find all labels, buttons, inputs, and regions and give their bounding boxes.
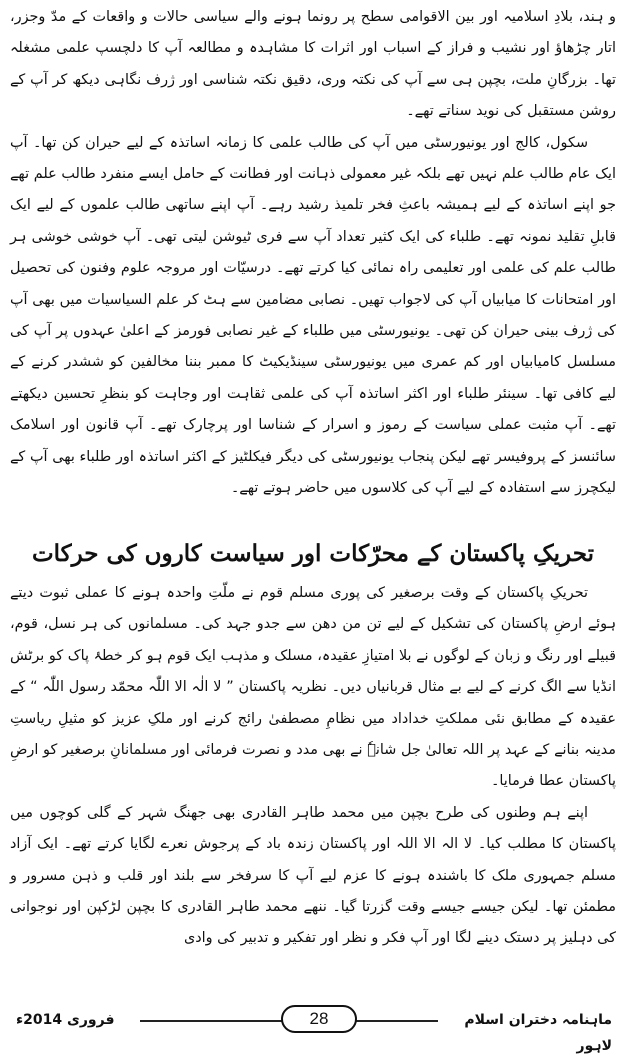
page-footer — [0, 1003, 626, 1054]
section-heading: تحریکِ پاکستان کے محرّکات اور سیاست کاروں کی حرکات — [32, 540, 594, 567]
paragraph: سکول، کالج اور یونیورسٹی میں آپ کی طالب علمی کا زمانہ اساتذہ کے لیے حیران کن تھا۔ آپ ایک عام طالب علم نہیں تھے بلکہ غیر معمولی ذہانت اور فطانت کے حامل ایسے منفرد طالب علم تھے جو اپنے اساتذہ کے لیے ہمیشہ باعثِ فخر تلمیذ رشید رہے۔ آپ اپنے ساتھی طالب علموں کے لیے ایک قابلِ تقلید نمونہ تھے۔ طلباء کی ایک کثیر تعداد آپ سے فری ٹیوشن لیتی تھی۔ آپ خوشی خوشی ہر طالب علم کی علمی اور تعلیمی راہ نمائی کیا کرتے تھے۔ درسیّات اور مروجہ علوم وفنون کی تحصیل اور امتحانات کا میابیاں آپ کی لاجواب تھیں۔ نصابی مضامین سے ہٹ کر علم السیاسیات میں بھی آپ کی ژرف بینی حیران کن تھی۔ یونیورسٹی میں طلباء کے غیر نصابی فورمز کے اعلیٰ عہدوں پر آپ کی مسلسل کامیابیاں اور کم عمری میں یونیورسٹی سینڈیکیٹ کا ممبر بننا مخالفین کو ششدر کرنے کے لیے کافی تھا۔ سینئر طلباء اور اکثر اساتذہ آپ کی علمی ثقاہت اور وجاہت کو بنظرِ تحسین دیکھتے تھے۔ آپ مثبت عملی سیاست کے رموز و اسرار کے شناسا اور پرچارک تھے۔ آپ قانون اور اسلامک سائنسز کے پروفیسر تھے لیکن پنجاب یونیورسٹی کی دیگر فیکلٹیز کے اکثر اساتذہ اور طلباء بھی آپ کے لیکچرز سے استفادہ کے لیے آپ کی کلاسوں میں حاضر ہوتے تھے۔ — [10, 134, 616, 497]
issue-date: فروری 2014ء — [12, 1007, 140, 1033]
paragraph: و ہند، بلادِ اسلامیہ اور بین الاقوامی سطح پر رونما ہونے والے سیاسی حالات و واقعات کے مدّ وجزر، اتار چڑھاؤ اور نشیب و فراز کے اسباب اور اثرات کا مشاہدہ و مطالعہ آپ کا دلچسپ علمی مشغلہ تھا۔ بزرگانِ ملت، بچپن ہی سے آپ کی نکتہ وری، دقیق نکتہ شناسی اور ژرف نگاہی دیکھ کر آپ کے روشن مستقبل کی نوید سناتے تھے۔ — [10, 9, 616, 120]
page-number: 28 — [281, 1005, 357, 1033]
paragraph: تحریکِ پاکستان کے وقت برصغیر کی پوری مسلم قوم نے ملّتِ واحدہ ہونے کا عملی ثبوت دیتے ہوئے ارضِ پاکستان کی تشکیل کے لیے تن من دھن سے جدو جہد کی۔ مسلمانوں کی ہر نسل، قوم، قبیلے اور رنگ و زبان کے لوگوں نے بلا امتیازِ عقیدہ، مسلک و مذہب ایک قوم ہو کر خطۂ پاک کو برٹش انڈیا سے الگ کرنے کے لیے بے مثال قربانیاں دیں۔ نظریہ پاکستان ” لا الٰہ الا اللّٰہ محمّد رسول اللّٰہ “ کے عقیدہ کے مطابق نئی مملکتِ خداداد میں نظامِ مصطفیٰ رائج کرنے اور ملکِ عزیز کو مثیلِ ریاستِ مدینہ بنانے کے عہد پر اللہ تعالیٰ جل شانہٗ نے بھی مدد و نصرت فرمائی اور مسلمانانِ برصغیر کو ارضِ پاکستان عطا فرمایا۔ — [10, 585, 616, 790]
paragraph: اپنے ہم وطنوں کی طرح بچپن میں محمد طاہر القادری بھی جھنگ شہر کے گلی کوچوں میں پاکستان کا مطلب کیا۔ لا الہ الا اللہ اور پاکستان زندہ باد کے پرجوش نعرے لگایا کرتے تھے۔ ایک آزاد مسلم جمہوری ملک کا باشندہ ہونے کا عزم لیے آپ کا سرفخر سے بلند اور قلب و ذہن مسرور و مطمئن تھا۔ لیکن جیسے جیسے وقت گزرتا گیا۔ ننھے محمد طاہر القادری کا بچپن لڑکپن اور نوجوانی کی دہلیز پر دستک دینے لگا اور آپ فکر و نظر اور تفکیر و تدبیر کی وادی — [10, 804, 616, 947]
magazine-title: ماہنامہ دختران اسلام لاہور — [438, 1007, 616, 1033]
body-text-top — [10, 2, 616, 505]
body-text-bottom — [10, 578, 616, 955]
